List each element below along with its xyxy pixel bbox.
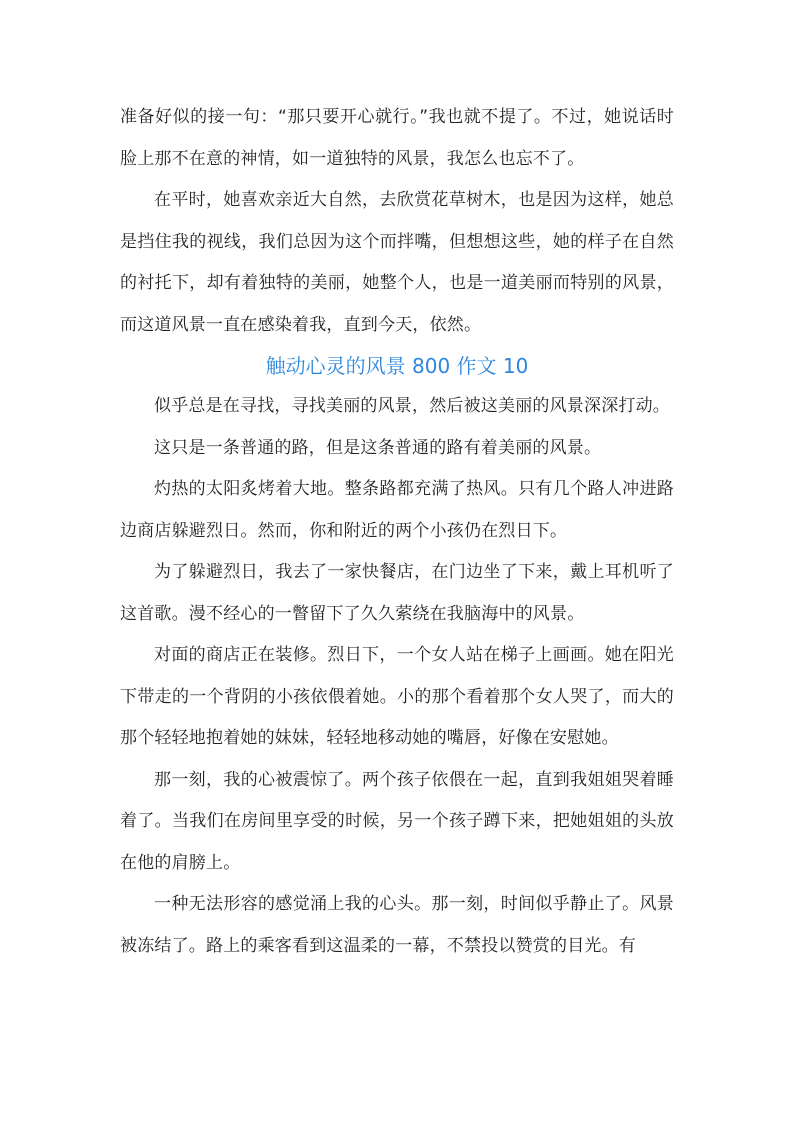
- body-paragraph: 对面的商店正在装修。烈日下，一个女人站在梯子上画画。她在阳光下带走的一个背阴的小孩依偎着她。小的那个看着那个女人哭了，而大的那个轻轻地抱着她的妹妹，轻轻地移动她的嘴唇，好像在安慰她。: [120, 645, 674, 748]
- document-page: [120, 97, 674, 967]
- body-paragraph: 这只是一条普通的路，但是这条普通的路有着美丽的风景。: [154, 437, 602, 458]
- body-paragraph: 似乎总是在寻找，寻找美丽的风景，然后被这美丽的风景深深打动。: [154, 396, 670, 416]
- body-paragraph: 在平时，她喜欢亲近大自然，去欣赏花草树木，也是因为这样，她总是挡住我的视线，我们总因为这个而拌嘴，但想想这些，她的样子在自然的衬托下，却有着独特的美丽，她整个人，也是一道美丽而特别的风景，而这道风景一直在感染着我，直到今天，依然。: [120, 190, 674, 335]
- body-paragraph: 灼热的太阳炙烤着大地。整条路都充满了热风。只有几个路人冲进路边商店躲避烈日。然而，你和附近的两个小孩仍在烈日下。: [120, 479, 674, 541]
- section-heading: 触动心灵的风景 800 作文 10: [265, 354, 529, 378]
- body-paragraph: 为了躲避烈日，我去了一家快餐店，在门边坐了下来，戴上耳机听了这首歌。漫不经心的一瞥留下了久久萦绕在我脑海中的风景。: [120, 562, 674, 624]
- body-paragraph: 一种无法形容的感觉涌上我的心头。那一刻，时间似乎静止了。风景被冻结了。路上的乘客看到这温柔的一幕，不禁投以赞赏的目光。有: [120, 894, 674, 956]
- body-paragraph: 那一刻，我的心被震惊了。两个孩子依偎在一起，直到我姐姐哭着睡着了。当我们在房间里享受的时候，另一个孩子蹲下来，把她姐姐的头放在他的肩膀上。: [120, 769, 674, 873]
- body-paragraph: 准备好似的接一句：“那只要开心就行。”我也就不提了。不过，她说话时脸上那不在意的神情，如一道独特的风景，我怎么也忘不了。: [120, 107, 674, 169]
